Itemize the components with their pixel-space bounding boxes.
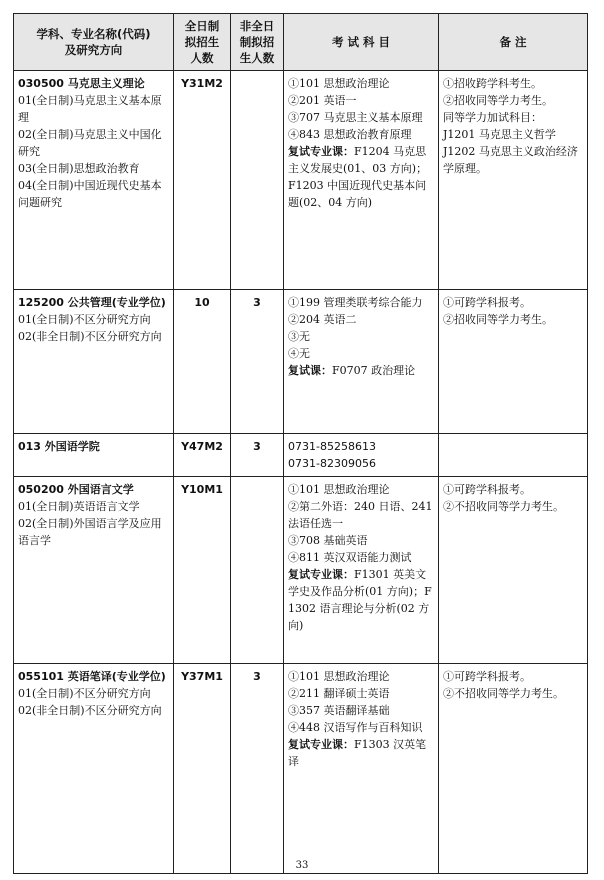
parttime-quota: 3 [231, 664, 284, 874]
exam-item: ④843 思想政治教育原理 [288, 128, 412, 141]
research-direction: 02(非全日制)不区分研究方向 [18, 704, 162, 717]
exam-item: ③357 英语翻译基础 [288, 704, 390, 717]
retest-line [288, 143, 434, 211]
research-direction: 01(全日制)马克思主义基本原理 [18, 94, 162, 124]
major-title: 030500 马克思主义理论 [18, 77, 145, 90]
exam-item: ③无 [288, 330, 310, 343]
research-direction: 01(全日制)不区分研究方向 [18, 687, 151, 700]
note-item: 同等学力加试科目： [443, 111, 542, 124]
research-direction: 02(非全日制)不区分研究方向 [18, 330, 162, 343]
fulltime-quota: 10 [174, 290, 231, 434]
major-cell [14, 664, 174, 874]
fulltime-quota: Y31M2 [174, 71, 231, 290]
exam-item: ②第二外语：240 日语、241 法语任选一 [288, 500, 433, 530]
note-item: ②招收同等学力考生。 [443, 94, 553, 107]
major-title: 050200 外国语言文学 [18, 483, 134, 496]
note-item: ①可跨学科报考。 [443, 296, 531, 309]
retest-label: 复试课： [288, 364, 332, 377]
exam-subjects [284, 664, 439, 874]
table-header-row [14, 14, 588, 71]
note-item: ①可跨学科报考。 [443, 670, 531, 683]
exam-subjects [284, 290, 439, 434]
note-item: ①可跨学科报考。 [443, 483, 531, 496]
note-item: ①招收跨学科考生。 [443, 77, 542, 90]
admissions-table [13, 13, 588, 874]
retest-label: 复试专业课： [288, 568, 354, 581]
table-row [14, 71, 588, 290]
retest-label: 复试专业课： [288, 145, 354, 158]
note-item: ②不招收同等学力考生。 [443, 687, 564, 700]
exam-item: ④448 汉语写作与百科知识 [288, 721, 423, 734]
fulltime-quota: Y10M1 [174, 477, 231, 664]
header-notes: 备 注 [439, 14, 588, 71]
notes-cell [439, 71, 588, 290]
research-direction: 01(全日制)不区分研究方向 [18, 313, 151, 326]
retest-line [288, 362, 434, 379]
major-cell [14, 434, 174, 477]
major-cell [14, 290, 174, 434]
exam-subjects [284, 477, 439, 664]
notes-cell [439, 290, 588, 434]
retest-label: 复试专业课： [288, 738, 354, 751]
notes-cell [439, 664, 588, 874]
note-item: J1202 马克思主义政治经济学原理。 [443, 145, 578, 175]
exam-item: ④811 英汉双语能力测试 [288, 551, 412, 564]
retest-line [288, 566, 434, 634]
research-direction: 02(全日制)马克思主义中国化研究 [18, 128, 162, 158]
research-direction: 01(全日制)英语语言文学 [18, 500, 140, 513]
exam-item: ④无 [288, 347, 310, 360]
header-exams: 考 试 科 目 [284, 14, 439, 71]
exam-item: 0731-85258613 [288, 440, 376, 453]
major-title: 125200 公共管理(专业学位) [18, 296, 166, 309]
parttime-quota [231, 71, 284, 290]
header-parttime: 非全日 制拟招 生人数 [231, 14, 284, 71]
exam-subjects [284, 71, 439, 290]
exam-item: ②204 英语二 [288, 313, 357, 326]
note-item: ②招收同等学力考生。 [443, 313, 553, 326]
research-direction: 02(全日制)外国语言学及应用语言学 [18, 517, 162, 547]
exam-item: ③707 马克思主义基本原理 [288, 111, 423, 124]
exam-item: ①101 思想政治理论 [288, 670, 390, 683]
parttime-quota: 3 [231, 434, 284, 477]
major-title: 013 外国语学院 [18, 440, 100, 453]
retest-text: F1204 马克思主义发展史(01、03 方向)；F1203 中国近现代史基本问题(02、04 方向) [288, 145, 428, 209]
retest-line [288, 736, 434, 770]
fulltime-quota: Y37M1 [174, 664, 231, 874]
note-item: ②不招收同等学力考生。 [443, 500, 564, 513]
retest-text: F1303 汉英笔译 [288, 738, 427, 768]
major-title: 055101 英语笔译(专业学位) [18, 670, 166, 683]
page-number: 33 [295, 860, 309, 871]
exam-item: ①101 思想政治理论 [288, 77, 390, 90]
fulltime-quota: Y47M2 [174, 434, 231, 477]
research-direction: 04(全日制)中国近现代史基本问题研究 [18, 179, 162, 209]
notes-cell [439, 477, 588, 664]
exam-subjects [284, 434, 439, 477]
exam-item: ③708 基础英语 [288, 534, 368, 547]
header-major: 学科、专业名称(代码) 及研究方向 [14, 14, 174, 71]
research-direction: 03(全日制)思想政治教育 [18, 162, 140, 175]
header-fulltime: 全日制 拟招生 人数 [174, 14, 231, 71]
major-cell [14, 71, 174, 290]
exam-item: ①101 思想政治理论 [288, 483, 390, 496]
exam-item: 0731-82309056 [288, 457, 376, 470]
retest-text: F0707 政治理论 [332, 364, 416, 377]
table-row [14, 290, 588, 434]
exam-item: ①199 管理类联考综合能力 [288, 296, 423, 309]
exam-item: ②201 英语一 [288, 94, 357, 107]
table-row [14, 664, 588, 874]
notes-cell [439, 434, 588, 477]
exam-item: ②211 翻译硕士英语 [288, 687, 390, 700]
parttime-quota: 3 [231, 290, 284, 434]
retest-text: F1301 英美文学史及作品分析(01 方向)；F1302 语言理论与分析(02 方向) [288, 568, 432, 632]
note-item: J1201 马克思主义哲学 [443, 128, 556, 141]
table-row [14, 434, 588, 477]
table-row [14, 477, 588, 664]
parttime-quota [231, 477, 284, 664]
major-cell [14, 477, 174, 664]
